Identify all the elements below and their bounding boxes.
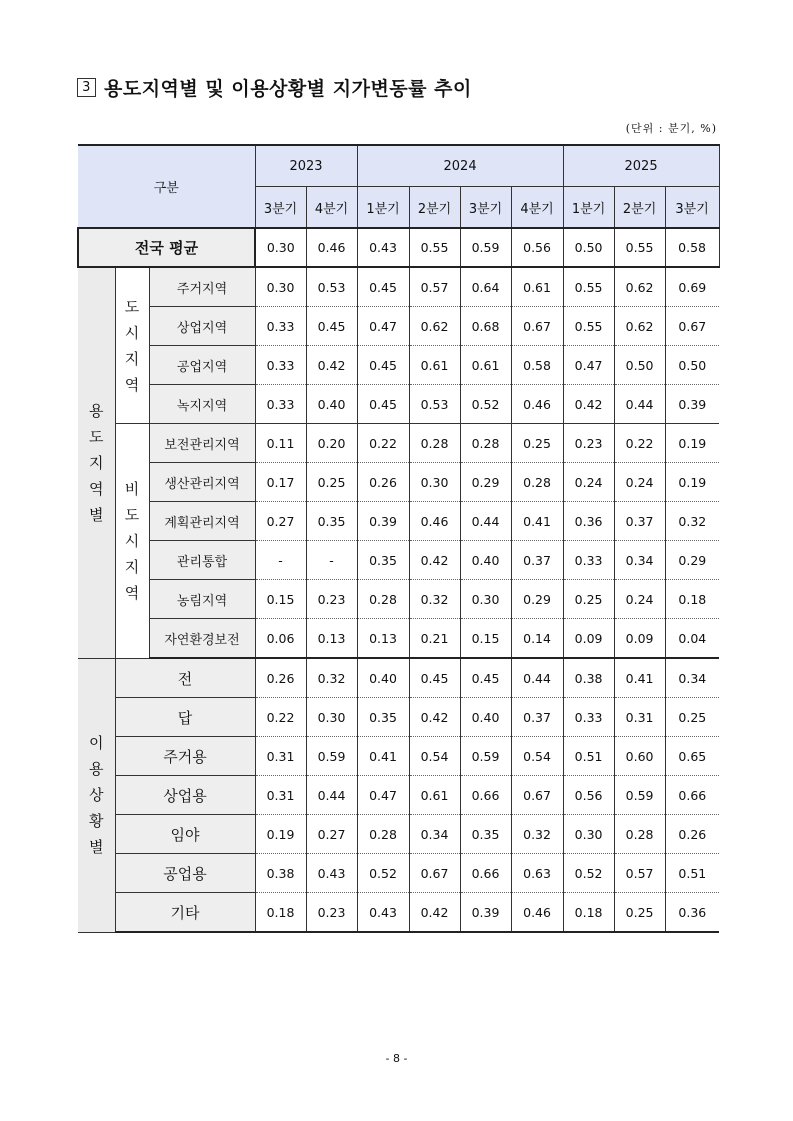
value-cell: 0.09 xyxy=(563,619,614,659)
urban-group-label: 도 시 지 역 xyxy=(115,267,149,424)
value-cell: 0.28 xyxy=(357,580,409,619)
table-row xyxy=(78,385,719,424)
value-cell: 0.35 xyxy=(357,698,409,737)
value-cell: 0.51 xyxy=(665,854,719,893)
value-cell: 0.27 xyxy=(306,815,357,854)
value-cell: 0.23 xyxy=(306,580,357,619)
row-label: 공업용 xyxy=(115,854,255,893)
quarter-header: 4분기 xyxy=(511,187,563,229)
value-cell: 0.66 xyxy=(665,776,719,815)
value-cell: 0.25 xyxy=(511,424,563,463)
value-cell: 0.26 xyxy=(255,658,306,698)
value-cell: 0.43 xyxy=(357,893,409,933)
table-row xyxy=(78,267,719,307)
value-cell: 0.30 xyxy=(460,580,511,619)
quarter-header: 1분기 xyxy=(357,187,409,229)
value-cell: - xyxy=(306,541,357,580)
value-cell: 0.23 xyxy=(563,424,614,463)
value-cell: 0.24 xyxy=(563,463,614,502)
value-cell: 0.50 xyxy=(614,346,665,385)
value-cell: 0.35 xyxy=(460,815,511,854)
value-cell: 0.41 xyxy=(357,737,409,776)
row-label: 기타 xyxy=(115,893,255,933)
value-cell: 0.36 xyxy=(665,893,719,933)
national-average-label: 전국 평균 xyxy=(78,228,255,267)
value-cell: 0.34 xyxy=(409,815,460,854)
table-row xyxy=(78,541,719,580)
value-cell: 0.31 xyxy=(614,698,665,737)
value-cell: 0.14 xyxy=(511,619,563,659)
value-cell: 0.54 xyxy=(409,737,460,776)
value-cell: 0.30 xyxy=(255,267,306,307)
value-cell: 0.29 xyxy=(460,463,511,502)
section-heading xyxy=(77,74,472,101)
value-cell: 0.45 xyxy=(306,307,357,346)
value-cell: 0.50 xyxy=(665,346,719,385)
value-cell: - xyxy=(255,541,306,580)
value-cell: 0.55 xyxy=(563,307,614,346)
value-cell: 0.17 xyxy=(255,463,306,502)
value-cell: 0.62 xyxy=(409,307,460,346)
value-cell: 0.42 xyxy=(409,893,460,933)
value-cell: 0.40 xyxy=(357,658,409,698)
value-cell: 0.29 xyxy=(511,580,563,619)
value-cell: 0.47 xyxy=(357,307,409,346)
value-cell: 0.61 xyxy=(511,267,563,307)
value-cell: 0.21 xyxy=(409,619,460,659)
value-cell: 0.19 xyxy=(255,815,306,854)
value-cell: 0.58 xyxy=(511,346,563,385)
value-cell: 0.51 xyxy=(563,737,614,776)
usage-category-label: 이 용 상 황 별 xyxy=(78,658,115,932)
value-cell: 0.41 xyxy=(614,658,665,698)
table-row xyxy=(78,737,719,776)
value-cell: 0.45 xyxy=(357,346,409,385)
quarter-header: 2분기 xyxy=(409,187,460,229)
value-cell: 0.35 xyxy=(306,502,357,541)
value-cell: 0.37 xyxy=(614,502,665,541)
value-cell: 0.22 xyxy=(357,424,409,463)
table-row xyxy=(78,815,719,854)
value-cell: 0.42 xyxy=(409,541,460,580)
year-header: 2024 xyxy=(357,145,563,187)
value-cell: 0.46 xyxy=(409,502,460,541)
value-cell: 0.09 xyxy=(614,619,665,659)
row-label: 상업용 xyxy=(115,776,255,815)
value-cell: 0.58 xyxy=(665,228,719,267)
value-cell: 0.59 xyxy=(614,776,665,815)
table-row xyxy=(78,307,719,346)
value-cell: 0.13 xyxy=(306,619,357,659)
value-cell: 0.25 xyxy=(614,893,665,933)
value-cell: 0.18 xyxy=(255,893,306,933)
value-cell: 0.30 xyxy=(409,463,460,502)
value-cell: 0.34 xyxy=(665,658,719,698)
value-cell: 0.24 xyxy=(614,580,665,619)
row-label: 관리통합 xyxy=(149,541,255,580)
value-cell: 0.67 xyxy=(409,854,460,893)
value-cell: 0.61 xyxy=(409,346,460,385)
value-cell: 0.28 xyxy=(357,815,409,854)
table-row xyxy=(78,698,719,737)
row-label: 녹지지역 xyxy=(149,385,255,424)
value-cell: 0.54 xyxy=(511,737,563,776)
value-cell: 0.61 xyxy=(460,346,511,385)
value-cell: 0.33 xyxy=(255,346,306,385)
value-cell: 0.19 xyxy=(665,424,719,463)
value-cell: 0.32 xyxy=(306,658,357,698)
value-cell: 0.66 xyxy=(460,854,511,893)
nonurban-group-label: 비 도 시 지 역 xyxy=(115,424,149,659)
value-cell: 0.66 xyxy=(460,776,511,815)
value-cell: 0.67 xyxy=(511,776,563,815)
value-cell: 0.22 xyxy=(614,424,665,463)
value-cell: 0.46 xyxy=(511,385,563,424)
row-label: 주거용 xyxy=(115,737,255,776)
table-row xyxy=(78,580,719,619)
value-cell: 0.55 xyxy=(614,228,665,267)
value-cell: 0.45 xyxy=(460,658,511,698)
row-label: 상업지역 xyxy=(149,307,255,346)
value-cell: 0.46 xyxy=(306,228,357,267)
value-cell: 0.19 xyxy=(665,463,719,502)
row-label: 답 xyxy=(115,698,255,737)
value-cell: 0.33 xyxy=(563,698,614,737)
value-cell: 0.39 xyxy=(665,385,719,424)
value-cell: 0.11 xyxy=(255,424,306,463)
header-corner: 구분 xyxy=(78,145,255,228)
value-cell: 0.25 xyxy=(665,698,719,737)
value-cell: 0.52 xyxy=(460,385,511,424)
value-cell: 0.56 xyxy=(563,776,614,815)
value-cell: 0.33 xyxy=(255,385,306,424)
section-number: 3 xyxy=(77,78,96,97)
value-cell: 0.56 xyxy=(511,228,563,267)
value-cell: 0.29 xyxy=(665,541,719,580)
value-cell: 0.44 xyxy=(460,502,511,541)
value-cell: 0.25 xyxy=(563,580,614,619)
value-cell: 0.42 xyxy=(306,346,357,385)
value-cell: 0.62 xyxy=(614,307,665,346)
row-label: 농림지역 xyxy=(149,580,255,619)
value-cell: 0.30 xyxy=(255,228,306,267)
quarter-header: 3분기 xyxy=(255,187,306,229)
value-cell: 0.50 xyxy=(563,228,614,267)
value-cell: 0.34 xyxy=(614,541,665,580)
value-cell: 0.40 xyxy=(306,385,357,424)
section-title: 용도지역별 및 이용상황별 지가변동률 추이 xyxy=(104,78,472,100)
quarter-header: 2분기 xyxy=(614,187,665,229)
table-row xyxy=(78,776,719,815)
unit-note: (단위 : 분기, %) xyxy=(625,122,717,135)
national-average-row xyxy=(78,228,719,267)
value-cell: 0.06 xyxy=(255,619,306,659)
value-cell: 0.28 xyxy=(460,424,511,463)
value-cell: 0.60 xyxy=(614,737,665,776)
value-cell: 0.62 xyxy=(614,267,665,307)
value-cell: 0.13 xyxy=(357,619,409,659)
value-cell: 0.40 xyxy=(460,698,511,737)
value-cell: 0.67 xyxy=(665,307,719,346)
value-cell: 0.23 xyxy=(306,893,357,933)
value-cell: 0.39 xyxy=(460,893,511,933)
value-cell: 0.32 xyxy=(409,580,460,619)
value-cell: 0.32 xyxy=(511,815,563,854)
value-cell: 0.55 xyxy=(563,267,614,307)
value-cell: 0.64 xyxy=(460,267,511,307)
value-cell: 0.45 xyxy=(357,267,409,307)
quarter-header: 3분기 xyxy=(460,187,511,229)
row-label: 자연환경보전 xyxy=(149,619,255,659)
table-row xyxy=(78,854,719,893)
value-cell: 0.28 xyxy=(511,463,563,502)
value-cell: 0.42 xyxy=(409,698,460,737)
value-cell: 0.59 xyxy=(306,737,357,776)
value-cell: 0.18 xyxy=(665,580,719,619)
value-cell: 0.46 xyxy=(511,893,563,933)
value-cell: 0.47 xyxy=(563,346,614,385)
table-row xyxy=(78,658,719,698)
value-cell: 0.67 xyxy=(511,307,563,346)
quarter-header: 1분기 xyxy=(563,187,614,229)
value-cell: 0.33 xyxy=(255,307,306,346)
value-cell: 0.31 xyxy=(255,776,306,815)
value-cell: 0.59 xyxy=(460,228,511,267)
value-cell: 0.68 xyxy=(460,307,511,346)
value-cell: 0.44 xyxy=(614,385,665,424)
value-cell: 0.35 xyxy=(357,541,409,580)
value-cell: 0.24 xyxy=(614,463,665,502)
row-label: 생산관리지역 xyxy=(149,463,255,502)
row-label: 계획관리지역 xyxy=(149,502,255,541)
value-cell: 0.57 xyxy=(409,267,460,307)
value-cell: 0.39 xyxy=(357,502,409,541)
value-cell: 0.37 xyxy=(511,698,563,737)
value-cell: 0.30 xyxy=(306,698,357,737)
row-label: 공업지역 xyxy=(149,346,255,385)
value-cell: 0.45 xyxy=(409,658,460,698)
year-header: 2023 xyxy=(255,145,357,187)
value-cell: 0.15 xyxy=(255,580,306,619)
land-price-change-table xyxy=(77,144,720,933)
value-cell: 0.40 xyxy=(460,541,511,580)
value-cell: 0.18 xyxy=(563,893,614,933)
table-row xyxy=(78,893,719,933)
value-cell: 0.53 xyxy=(306,267,357,307)
value-cell: 0.65 xyxy=(665,737,719,776)
row-label: 전 xyxy=(115,658,255,698)
value-cell: 0.63 xyxy=(511,854,563,893)
value-cell: 0.61 xyxy=(409,776,460,815)
value-cell: 0.15 xyxy=(460,619,511,659)
quarter-header: 3분기 xyxy=(665,187,719,229)
value-cell: 0.53 xyxy=(409,385,460,424)
table-row xyxy=(78,424,719,463)
table-row xyxy=(78,463,719,502)
row-label: 주거지역 xyxy=(149,267,255,307)
value-cell: 0.44 xyxy=(306,776,357,815)
quarter-header: 4분기 xyxy=(306,187,357,229)
table-row xyxy=(78,619,719,659)
value-cell: 0.28 xyxy=(409,424,460,463)
value-cell: 0.43 xyxy=(357,228,409,267)
value-cell: 0.57 xyxy=(614,854,665,893)
zone-category-label: 용 도 지 역 별 xyxy=(78,267,115,658)
value-cell: 0.26 xyxy=(665,815,719,854)
row-label: 보전관리지역 xyxy=(149,424,255,463)
value-cell: 0.45 xyxy=(357,385,409,424)
value-cell: 0.22 xyxy=(255,698,306,737)
year-header: 2025 xyxy=(563,145,719,187)
table-row xyxy=(78,346,719,385)
value-cell: 0.55 xyxy=(409,228,460,267)
value-cell: 0.36 xyxy=(563,502,614,541)
value-cell: 0.27 xyxy=(255,502,306,541)
value-cell: 0.37 xyxy=(511,541,563,580)
value-cell: 0.04 xyxy=(665,619,719,659)
value-cell: 0.43 xyxy=(306,854,357,893)
value-cell: 0.59 xyxy=(460,737,511,776)
value-cell: 0.25 xyxy=(306,463,357,502)
value-cell: 0.31 xyxy=(255,737,306,776)
value-cell: 0.47 xyxy=(357,776,409,815)
table-row xyxy=(78,502,719,541)
value-cell: 0.32 xyxy=(665,502,719,541)
value-cell: 0.52 xyxy=(357,854,409,893)
value-cell: 0.44 xyxy=(511,658,563,698)
value-cell: 0.20 xyxy=(306,424,357,463)
row-label: 임야 xyxy=(115,815,255,854)
page-number: - 8 - xyxy=(385,1052,408,1065)
value-cell: 0.38 xyxy=(255,854,306,893)
value-cell: 0.30 xyxy=(563,815,614,854)
value-cell: 0.38 xyxy=(563,658,614,698)
value-cell: 0.42 xyxy=(563,385,614,424)
value-cell: 0.26 xyxy=(357,463,409,502)
value-cell: 0.41 xyxy=(511,502,563,541)
value-cell: 0.28 xyxy=(614,815,665,854)
value-cell: 0.52 xyxy=(563,854,614,893)
value-cell: 0.69 xyxy=(665,267,719,307)
value-cell: 0.33 xyxy=(563,541,614,580)
